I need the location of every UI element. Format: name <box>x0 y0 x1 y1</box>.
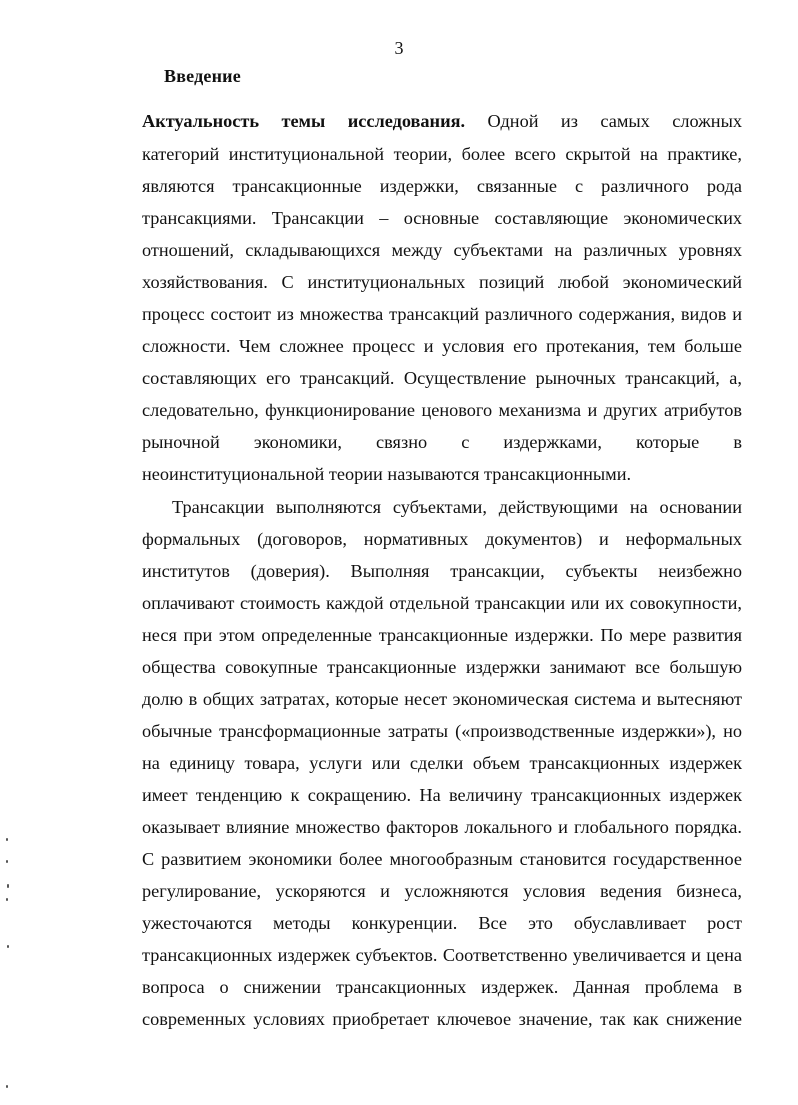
paragraph-1-line-11: рыночной экономики, связно с издержками, которые в <box>142 432 742 452</box>
paragraph-2-line-5: неся при этом определенные трансакционные издержки. По мере развития <box>142 625 742 645</box>
scan-speck <box>6 898 8 901</box>
paragraph-1-line-8: сложности. Чем сложнее процесс и условия его протекания, тем больше <box>142 336 742 356</box>
paragraph-2-line-4: оплачивают стоимость каждой отдельной трансакции или их совокупности, <box>142 593 742 613</box>
paragraph-1-line-12: неоинституциональной теории называются трансакционными. <box>142 464 632 484</box>
paragraph-2-line-8: обычные трансформационные затраты («производственные издержки»), но <box>142 721 742 741</box>
scan-speck <box>6 838 8 841</box>
paragraph-2-line-11: оказывает влияние множество факторов локального и глобального порядка. <box>142 817 742 837</box>
paragraph-1-line-3: являются трансакционные издержки, связанные с различного рода <box>142 176 742 196</box>
paragraph-2-line-9: на единицу товара, услуги или сделки объем трансакционных издержек <box>142 753 742 773</box>
paragraph-2-line-2: формальных (договоров, нормативных документов) и неформальных <box>142 529 742 549</box>
paragraph-1-line-1-text: Одной из самых сложных <box>487 111 743 131</box>
scan-speck <box>6 1085 8 1088</box>
section-heading: Введение <box>164 66 241 86</box>
paragraph-2-line-1: Трансакции выполняются субъектами, действующими на основании <box>172 497 742 517</box>
paragraph-2-line-13: регулирование, ускоряются и усложняются условия ведения бизнеса, <box>142 881 742 901</box>
paragraph-2-line-16: вопроса о снижении трансакционных издержек. Данная проблема в <box>142 977 742 997</box>
paragraph-2-line-14: ужесточаются методы конкуренции. Все это обуславливает рост <box>142 913 742 933</box>
paragraph-2-line-10: имеет тенденцию к сокращению. На величину трансакционных издержек <box>142 785 742 805</box>
paragraph-2-line-12: С развитием экономики более многообразным становится государственное <box>142 849 742 869</box>
paragraph-1-line-7: процесс состоит из множества трансакций различного содержания, видов и <box>142 304 742 324</box>
scan-speck <box>6 860 8 863</box>
paragraph-1-line-4: трансакциями. Трансакции – основные составляющие экономических <box>142 208 742 228</box>
paragraph-1-line-10: следовательно, функционирование ценового механизма и других атрибутов <box>142 400 742 420</box>
paragraph-2-line-7: долю в общих затратах, которые несет экономическая система и вытесняют <box>142 689 742 709</box>
scan-speck <box>7 884 9 888</box>
scan-speck <box>7 945 9 948</box>
paragraph-1-line-1 <box>142 110 742 132</box>
paragraph-1-lead: Актуальность темы исследования. <box>142 111 466 131</box>
paragraph-2-line-6: общества совокупные трансакционные издержки занимают все большую <box>142 657 742 677</box>
paragraph-2-line-3: институтов (доверия). Выполняя трансакции, субъекты неизбежно <box>142 561 742 581</box>
paragraph-1-line-5: отношений, складывающихся между субъектами на различных уровнях <box>142 240 742 260</box>
paragraph-1-line-9: составляющих его трансакций. Осуществление рыночных трансакций, а, <box>142 368 742 388</box>
page-number: 3 <box>394 38 404 58</box>
paragraph-2-line-15: трансакционных издержек субъектов. Соответственно увеличивается и цена <box>142 945 742 965</box>
paragraph-2-line-17: современных условиях приобретает ключевое значение, так как снижение <box>142 1009 742 1029</box>
paragraph-1-line-6: хозяйствования. С институциональных позиций любой экономический <box>142 272 742 292</box>
paragraph-1-line-2: категорий институциональной теории, более всего скрытой на практике, <box>142 144 742 164</box>
